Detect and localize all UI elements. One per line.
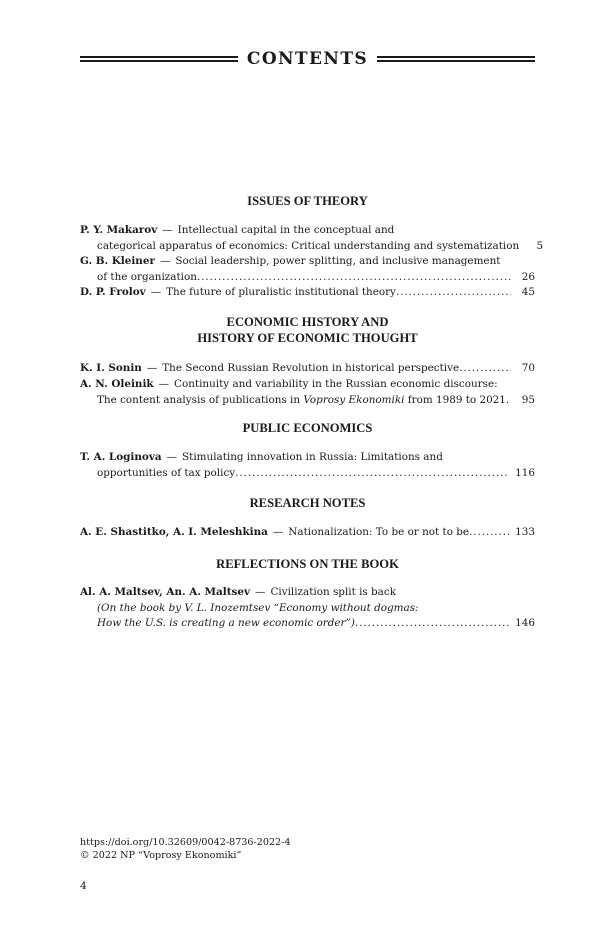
entry-title-line: Civilization split is back [270, 586, 396, 598]
toc-entry-frolov[interactable] [80, 285, 535, 301]
entry-title-line: opportunities of tax policy [97, 466, 236, 479]
toc-entry-sonin[interactable] [80, 361, 535, 377]
toc-entry-kleiner[interactable] [80, 254, 535, 285]
toc-entry-shastitko[interactable] [80, 525, 535, 541]
toc-entry-makarov[interactable] [80, 223, 544, 254]
dot-leader [355, 616, 509, 632]
entry-title-line: Nationalization: To be or not to be [288, 526, 470, 538]
entry-title-line: How the U.S. is creating a new economic order”) [97, 617, 355, 629]
entry-page-number: 70 [521, 362, 535, 374]
entry-title-line: of the organization [97, 270, 197, 283]
dot-leader [396, 285, 511, 301]
entry-page-number: 5 [536, 239, 544, 252]
page-number: 4 [80, 880, 87, 892]
footer [80, 836, 291, 862]
entry-page-number: 95 [521, 393, 535, 406]
section-heading-line: ECONOMIC HISTORY AND [226, 315, 389, 329]
entry-dash: — [272, 526, 284, 538]
toc-entry-oleinik[interactable] [80, 377, 535, 408]
dot-leader [459, 361, 511, 377]
section-heading-public: PUBLIC ECONOMICS [242, 421, 373, 435]
header-rule-right [377, 56, 535, 62]
entry-author: A. N. Oleinik [80, 378, 154, 390]
entry-author: K. I. Sonin [80, 362, 142, 374]
header-rule-left [80, 56, 238, 62]
entry-title-line: The content analysis of publications in [97, 393, 304, 406]
contents-header [80, 47, 535, 71]
dot-leader [197, 270, 511, 286]
doi-link[interactable]: https://doi.org/10.32609/0042-8736-2022-4 [80, 837, 291, 848]
entry-title-line: Continuity and variability in the Russian economic discourse: [174, 378, 498, 390]
dot-leader [235, 466, 509, 482]
section-heading-history [80, 314, 535, 346]
entry-title-line: (On the book by V. L. Inozemtsev “Economy without dogmas: [97, 601, 419, 614]
entry-page-number: 146 [515, 617, 535, 629]
entry-author: P. Y. Makarov [80, 224, 158, 236]
entry-title-line: Stimulating innovation in Russia: Limitations and [182, 451, 443, 463]
page-title: CONTENTS [246, 49, 369, 69]
copyright-notice: © 2022 NP “Voprosy Ekonomiki” [80, 850, 242, 861]
dot-leader [469, 525, 509, 541]
section-heading-research: RESEARCH NOTES [249, 496, 366, 510]
entry-page-number: 133 [515, 526, 535, 538]
section-heading-theory: ISSUES OF THEORY [247, 194, 368, 208]
entry-title-line: Intellectual capital in the conceptual and [177, 224, 395, 236]
entry-dash: — [159, 255, 171, 267]
entry-dash: — [166, 451, 178, 463]
entry-dash: — [162, 224, 173, 236]
entry-dash: — [146, 362, 158, 374]
entry-author: A. E. Shastitko, A. I. Meleshkina [80, 526, 268, 538]
section-heading-reflections: REFLECTIONS ON THE BOOK [216, 557, 399, 571]
entry-title-line: Social leadership, power splitting, and inclusive management [175, 255, 501, 267]
entry-page-number: 45 [521, 286, 535, 298]
entry-title-line: The future of pluralistic institutional theory [166, 286, 396, 298]
entry-author: D. P. Frolov [80, 286, 146, 298]
toc-entry-loginova[interactable] [80, 450, 535, 481]
entry-dash: — [158, 378, 170, 390]
entry-dash: — [150, 286, 162, 298]
entry-author: T. A. Loginova [80, 451, 162, 463]
entry-author: G. B. Kleiner [80, 255, 155, 267]
entry-title-line: categorical apparatus of economics: Critical understanding and systematization [97, 239, 520, 252]
journal-title: Voprosy Ekonomiki [303, 393, 405, 406]
entry-page-number: 116 [515, 466, 535, 479]
entry-author: Al. A. Maltsev, An. A. Maltsev [80, 586, 251, 598]
entry-title-line: The Second Russian Revolution in historical perspective [162, 362, 460, 374]
entry-title-line: from 1989 to 2021 [404, 393, 506, 406]
section-heading-line: HISTORY OF ECONOMIC THOUGHT [197, 331, 418, 345]
toc-entry-maltsev[interactable] [80, 585, 535, 632]
entry-page-number: 26 [521, 270, 535, 283]
entry-dash: — [255, 586, 266, 598]
